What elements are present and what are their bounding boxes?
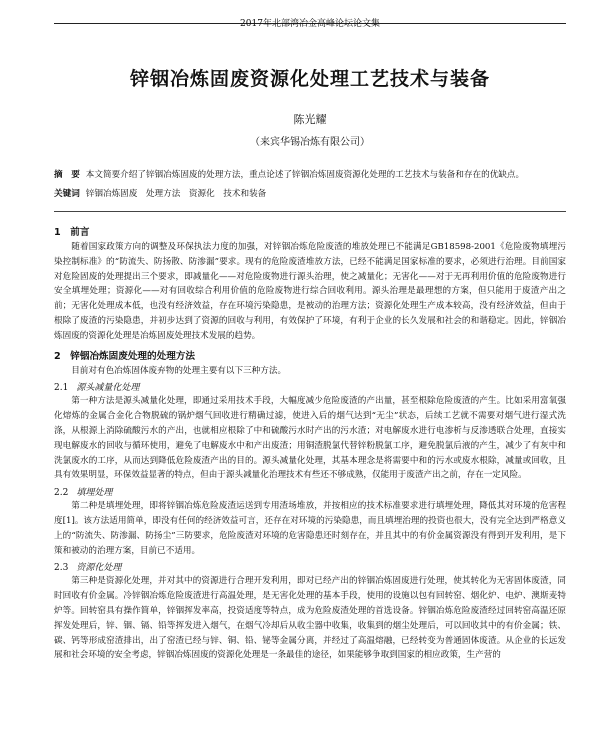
keywords-text: 锌铟冶炼固废 处理方法 资源化 技术和装备 <box>85 189 267 199</box>
subsection-heading-resource <box>54 560 566 573</box>
subsection-heading-landfill <box>54 485 566 498</box>
paragraph-introduction: 随着国家政策方向的调整及环保执法力度的加强，对锌铟冶炼危险废渣的堆放处理已不能满足GB18598-2001《危险废物填埋污染控制标准》的“防流失、防扬散、防渗漏”要求。现有的危险废渣堆放方法，已经不能满足国家标准的要求，必须进行治理。目前国家对危险固废的处理提出三个要求，即减量化——对危险废物进行源头治理，使之减量化；无害化——对于无再利用价值的危险废物进行安全填埋处理；资源化——对有回收综合利用价值的危险废物进行综合回收利用。源头治理是最理想的方案，但只能用于废渣产出之前；无害化处理成本低，也没有经济效益，存在环境污染隐患，是被动的治理方法；资源化处理生产成本较高，没有经济效益，但由于根除了废渣的污染隐患，并初步达到了资源的回收与利用，有效保护了环境，有利于企业的长久发展和社会的和谐稳定。因此，锌铟冶炼固废的资源化处理是冶炼固废处理技术发展的趋势。 <box>54 242 566 341</box>
keywords-label: 关键词 <box>54 189 80 199</box>
section-heading-methods: 2 锌铟冶炼固废处理的处理方法 <box>54 350 195 362</box>
keywords <box>54 187 566 199</box>
subsection-number: 2.3 <box>54 563 69 574</box>
paragraph-reduction: 第一种方法是源头减量化处理，即通过采用技术手段，大幅度减少危险废渣的产出量，甚至根除危险废渣的产生。比如采用富氧强化熔炼的金属合金化合物脱硫的锅炉烟气回收进行精确过滤，使进入后的烟气达到“无尘”状态，后续工艺就不需要对烟气进行湿式洗涤，从根源上消除硫酸污水的产出，也就相应根除了中和硫酸污水时产出的污水渣；对电解废水进行电渗析与反渗透联合处理，直接实现电解废水的回收与循环使用，避免了电解废水中和产出废渣；用铜渣脱氯代替锌粉脱氯工序，避免脱氯后液的产生，减少了有灰中和洗氯废水的工序，从而达到降低危险废渣产出的目的。源头减量化处理，其基本理念是将需要中和的污水或废水根除，减量或回收，且具有效果明显，环保效益显著的特点，但由于源头减量化治理技术有些还不够成熟，仅能用于废渣产出之前，存在一定风险。 <box>54 396 566 481</box>
paragraph-resource: 第三种是资源化处理，并对其中的资源进行合理开发利用，即对已经产出的锌铟冶炼固废进行处理，使其转化为无害固体废渣，同时回收有价金属。冷锌铟冶炼危险废渣进行高温处理，是无害化处理的基本手段，使用的设施以包有回转窑、烟化炉、电炉、澳斯麦特炉等。回转窑具有操作简单，锌铟挥发率高，投资适度等特点，成为危险废渣处理的首选设备。锌铟冶炼危险废渣经过回转窑高温还原挥发处理后，锌、铟、镉、铅等挥发进入烟气，在烟气冷却后从收尘器中收集，收集到的烟尘处理后，可以回收其中的有价金属；铁、碳、钙等形成窑渣排出，出了窑渣已经与锌、铜、铅、铋等金属分离，并经过了高温熔融，已经转变为普通固体废渣。从企业的长远发展和社会环境的安全考虑，锌铟冶炼固废的资源化处理是一条最佳的途径，如果能够争取到国家的相应政策，生产营的 <box>54 576 566 661</box>
subsection-title: 填埋处理 <box>76 488 113 499</box>
subsection-heading-reduction <box>54 380 566 393</box>
abstract <box>54 168 566 183</box>
abstract-text: 本文简要介绍了锌铟冶炼固废的处理方法，重点论述了锌铟冶炼固废资源化处理的工艺技术与装备和存在的优缺点。 <box>85 170 525 180</box>
abstract-label: 摘 要 <box>54 170 80 180</box>
paragraph-landfill: 第二种是填埋处理，即将锌铟冶炼危险废渣运送到专用渣场堆放，并按相应的技术标准要求进行填埋处理，降低其对环境的危害程度[1]。该方法适用简单，即没有任何的经济效益可言，还存在对环境的污染隐患，而且填埋治理的投资也很大，没有完全达到严格意义上的“防流失、防渗漏、防扬尘”三防要求，危险废渣对环境的危害隐患还时刻存在，并且其中的有价金属资源没有得到开发利用，是下策和被动的治理方案，目前已不适用。 <box>54 501 566 556</box>
author: 陈光耀 <box>293 113 327 126</box>
subsection-title: 资源化处理 <box>76 563 122 574</box>
running-header: 2017年北部湾冶金高峰论坛论文集 <box>240 19 380 29</box>
subsection-title: 源头减量化处理 <box>76 383 140 394</box>
section-divider <box>54 211 566 212</box>
affiliation: （来宾华锡冶炼有限公司） <box>250 137 370 148</box>
section-heading-introduction: 1 前言 <box>54 227 90 238</box>
subsection-number: 2.1 <box>54 383 69 394</box>
paragraph-methods-intro: 目前对有色冶炼固体废弃物的处理主要有以下三种方法。 <box>71 365 287 376</box>
paper-title: 锌铟冶炼固废资源化处理工艺技术与装备 <box>129 68 490 90</box>
subsection-number: 2.2 <box>54 488 69 499</box>
